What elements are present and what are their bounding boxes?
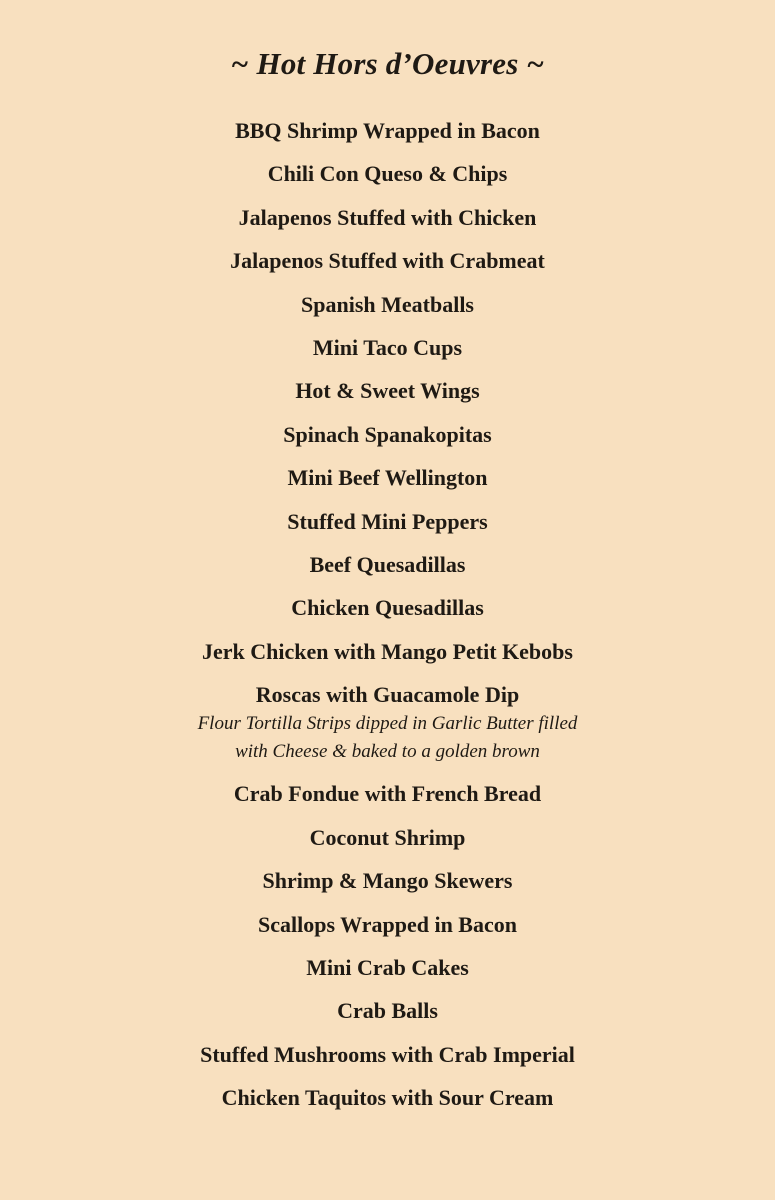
menu-item-name: BBQ Shrimp Wrapped in Bacon [235, 118, 540, 143]
menu-item-name: Mini Crab Cakes [306, 955, 469, 981]
menu-item [0, 953, 775, 983]
menu-item-name: Coconut Shrimp [309, 824, 466, 850]
menu-item [0, 779, 775, 809]
menu-item-name: Hot & Sweet Wings [295, 378, 480, 404]
menu-item [0, 637, 775, 667]
menu-item-description: Flour Tortilla Strips dipped in Garlic Butter filled [197, 713, 578, 735]
menu-item-name: Stuffed Mini Peppers [287, 508, 488, 534]
menu-item-description: with Cheese & baked to a golden brown [235, 741, 540, 763]
menu-item [0, 420, 775, 450]
menu-item-name: Mini Taco Cups [312, 334, 463, 360]
menu-item-name: Crab Fondue with French Bread [233, 781, 542, 807]
menu-item [0, 507, 775, 537]
menu-item-name: Mini Beef Wellington [287, 465, 488, 491]
menu-item [0, 1040, 775, 1070]
menu-item-name: Spinach Spanakopitas [283, 421, 492, 447]
menu-item [0, 246, 775, 276]
menu-item-name: Chicken Taquitos with Sour Cream [221, 1085, 554, 1111]
menu-title: ~ Hot Hors d’Oeuvres ~ [230, 46, 545, 81]
menu-item [0, 996, 775, 1026]
menu-item-name: Shrimp & Mango Skewers [262, 868, 513, 894]
menu-item [0, 823, 775, 853]
menu-item [0, 1083, 775, 1113]
menu-item [0, 333, 775, 363]
menu-item [0, 203, 775, 233]
menu-item [0, 290, 775, 320]
menu-item-name: Chicken Quesadillas [291, 595, 484, 621]
menu-item-name: Roscas with Guacamole Dip [255, 682, 520, 708]
menu-item-name: Stuffed Mushrooms with Crab Imperial [200, 1041, 575, 1067]
menu-item-name: Jerk Chicken with Mango Petit Kebobs [202, 638, 573, 664]
menu-item [0, 593, 775, 623]
menu-list [0, 116, 775, 1113]
menu-item-name: Spanish Meatballs [301, 291, 474, 317]
menu-item [0, 866, 775, 896]
menu-item-name: Chili Con Queso & Chips [267, 161, 508, 187]
menu-item [0, 159, 775, 189]
menu-item-name: Scallops Wrapped in Bacon [258, 911, 517, 937]
menu-item [0, 550, 775, 580]
menu-item [0, 376, 775, 406]
menu-item-name: Crab Balls [337, 998, 438, 1024]
menu-item [0, 463, 775, 493]
menu-item [0, 116, 775, 146]
menu-item-name: Beef Quesadillas [309, 551, 466, 577]
menu-item-name: Jalapenos Stuffed with Chicken [238, 204, 537, 230]
menu-item-name: Jalapenos Stuffed with Crabmeat [230, 248, 545, 274]
menu-item [0, 910, 775, 940]
menu-item [0, 680, 775, 766]
